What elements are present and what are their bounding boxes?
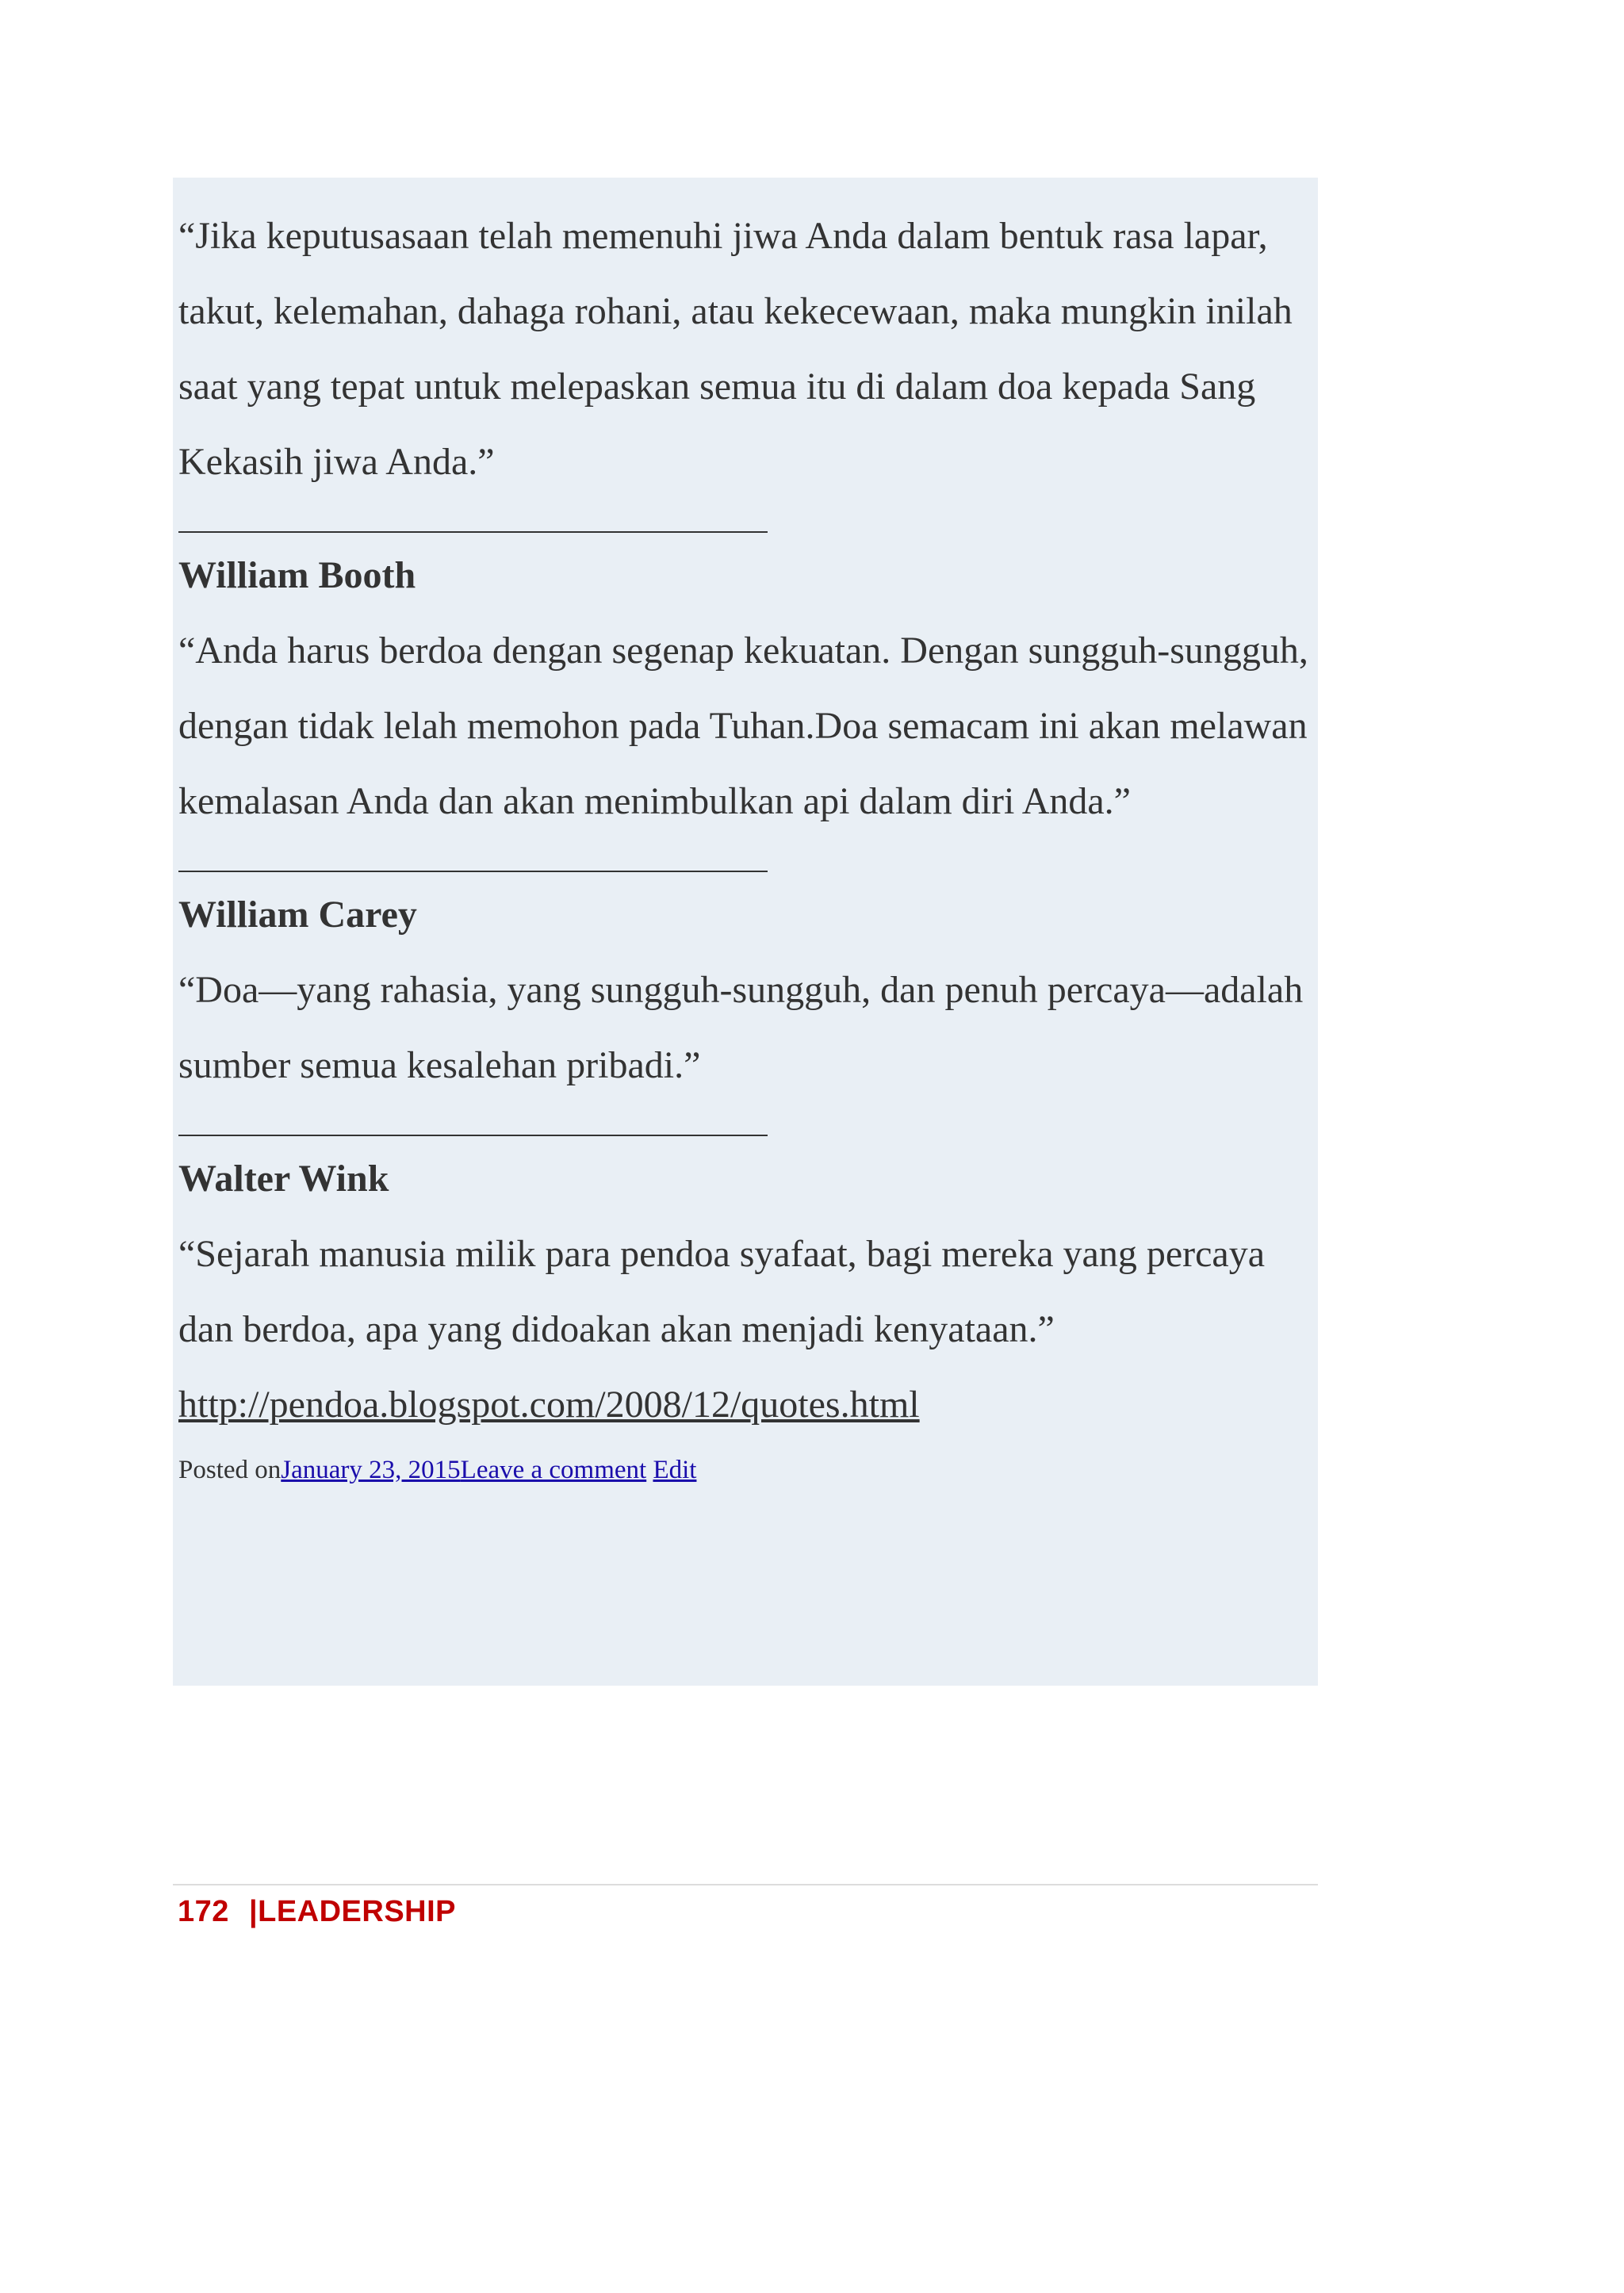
edit-link[interactable]: Edit: [653, 1456, 697, 1484]
post-meta: [178, 1450, 1312, 1490]
page-number: 172: [178, 1895, 229, 1928]
quote-text: “Sejarah manusia milik para pendoa syafaat, bagi mereka yang percaya dan berdoa, apa yang didoakan akan menjadi kenyataan.”: [178, 1233, 1266, 1350]
post-content: [178, 198, 1312, 1490]
footer-divider: [173, 1884, 1318, 1885]
footer-section-title: LEADERSHIP: [258, 1895, 457, 1928]
quote-text: “Anda harus berdoa dengan segenap kekuatan. Dengan sungguh-sungguh, dengan tidak lelah memohon pada Tuhan.Doa semacam ini akan melawan kemalasan Anda dan akan menimbulkan api dalam diri Anda.”: [178, 630, 1308, 822]
post-date-link[interactable]: January 23, 2015: [281, 1456, 461, 1484]
quote-author: William Carey: [178, 894, 417, 936]
posted-on-label: Posted on: [178, 1456, 282, 1484]
quote-text: “Doa—yang rahasia, yang sungguh-sungguh, dan penuh percaya—adalah sumber semua kesalehan pribadi.”: [178, 969, 1304, 1086]
footer-separator: |: [248, 1895, 259, 1928]
quote-text: “Jika keputusasaan telah memenuhi jiwa Anda dalam bentuk rasa lapar, takut, kelemahan, dahaga rohani, atau kekecewaan, maka mungkin inilah saat yang tepat untuk melepaskan semua itu di dalam doa kepada Sang Kekasih jiwa Anda.”: [178, 215, 1293, 483]
page-footer: [178, 1895, 456, 1929]
quote-author: Walter Wink: [178, 1158, 389, 1200]
source-link[interactable]: http://pendoa.blogspot.com/2008/12/quotes.html: [178, 1384, 920, 1426]
leave-comment-link[interactable]: Leave a comment: [460, 1456, 647, 1484]
quote-author: William Booth: [178, 554, 416, 596]
